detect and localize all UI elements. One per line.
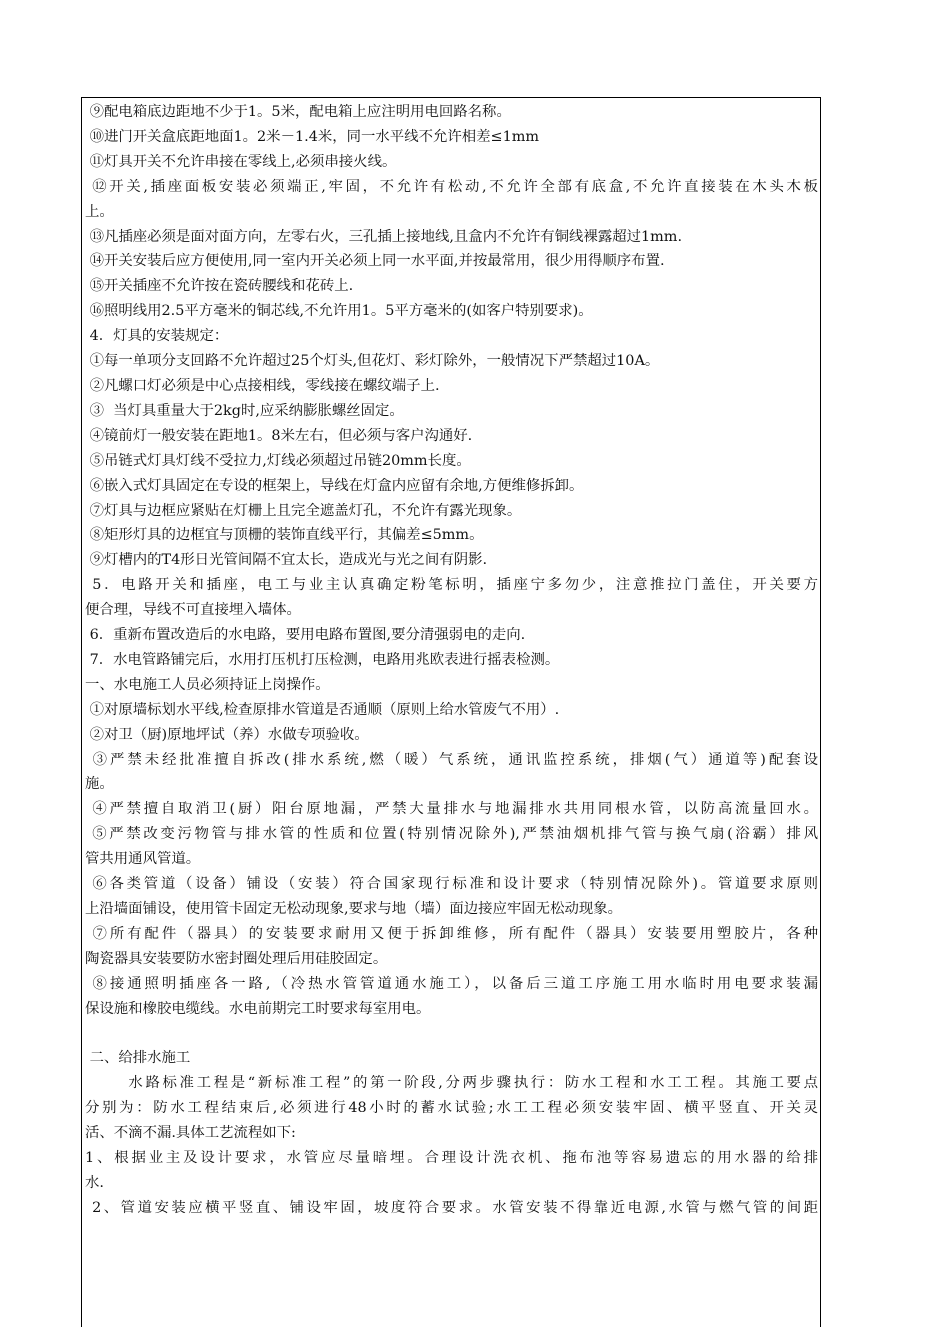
text-line: 施。: [85, 776, 114, 793]
text-line: ⑧矩形灯具的边框宜与顶栅的装饰直线平行，其偏差≤5mm。: [85, 527, 484, 544]
text-line: ⑯照明线用2.5平方毫米的铜芯线,不允许用1。5平方毫米的(如客户特别要求)。: [85, 303, 593, 320]
text-line: ⑮开关插座不允许按在瓷砖腰线和花砖上.: [85, 278, 354, 295]
text-line: ⑨配电箱底边距地不少于1。5米，配电箱上应注明用电回路名称。: [85, 104, 511, 120]
text-line: ⑦所有配件（器具）的安装要求耐用又便于拆卸维修，所有配件（器具）安装要用塑胶片，各种: [85, 925, 818, 942]
text-line: 7．水电管路铺完后，水用打压机打压检测，电路用兆欧表进行摇表检测。: [85, 651, 560, 668]
text-line: ⑦灯具与边框应紧贴在灯栅上且完全遮盖灯孔，不允许有露光现象。: [85, 502, 522, 519]
text-line: ⑧接通照明插座各一路,（冷热水管管道通水施工），以备后三道工序施工用水临时用电要求装漏: [85, 975, 818, 992]
text-line: 上沿墙面铺设，使用管卡固定无松动现象,要求与地（墙）面边接应牢固无松动现象。: [85, 901, 623, 917]
text-line: ④镜前灯一般安装在距地1。8米左右，但必须与客户沟通好.: [85, 427, 473, 444]
text-line: 活、不滴不漏.具体工艺流程如下:: [85, 1125, 296, 1142]
text-line: 分别为：防水工程结束后,必须进行48小时的蓄水试验;水工工程必须安装牢固、横平竖直、开关灵: [85, 1100, 818, 1117]
text-line: ⑤严禁改变污物管与排水管的性质和位置(特别情况除外),严禁油烟机排气管与换气扇(浴霸）排风: [85, 826, 818, 843]
text-line: ①对原墙标划水平线,检查原排水管道是否通顺（原则上给水管废气不用）.: [85, 701, 560, 718]
text-line: 6．重新布置改造后的水电路，要用电路布置图,要分清强弱电的走向.: [85, 627, 526, 644]
text-line: 管共用通风管道。: [85, 851, 201, 868]
text-line: 水.: [85, 1174, 104, 1191]
text-line: ①每一单项分支回路不允许超过25个灯头,但花灯、彩灯除外，一般情况下严禁超过10A。: [85, 353, 660, 370]
text-line: ⑬凡插座必须是面对面方向，左零右火，三孔插上接地线,且盒内不允许有铜线裸露超过1mm.: [85, 228, 683, 245]
text-line: ⑤吊链式灯具灯线不受拉力,灯线必须超过吊链20mm长度。: [85, 452, 471, 469]
text-line: ⑥各类管道（设备）铺设（安装）符合国家现行标准和设计要求（特别情况除外)。管道要求原则: [85, 876, 818, 893]
text-line: 陶瓷器具安装要防水密封圈处理后用硅胶固定。: [85, 950, 388, 967]
text-line: 一、水电施工人员必须持证上岗操作。: [85, 676, 330, 693]
text-line: ③ 当灯具重量大于2kg时,应采纳膨胀螺丝固定。: [85, 402, 404, 419]
text-line: 水路标准工程是“新标准工程”的第一阶段,分两步骤执行：防水工程和水工工程。其施工要点: [85, 1075, 818, 1092]
text-line: ⑥嵌入式灯具固定在专设的框架上，导线在灯盒内应留有余地,方便维修拆卸。: [85, 477, 584, 494]
text-line: ⑨灯槽内的T4形日光管间隔不宜太长，造成光与光之间有阴影.: [85, 552, 488, 569]
text-line: ②对卫（厨)原地坪试（养）水做专项验收。: [85, 726, 369, 743]
document-table-cell: [81, 97, 821, 1327]
text-line: 便合理，导线不可直接埋入墙体。: [85, 602, 301, 619]
text-line: ②凡螺口灯必须是中心点接相线，零线接在螺纹端子上.: [85, 377, 440, 394]
text-line: ④严禁擅自取消卫(厨）阳台原地漏，严禁大量排水与地漏排水共用同根水管，以防高流量回水。: [85, 801, 818, 818]
text-line: ⑩进门开关盒底距地面1。2米－1.4米，同一水平线不允许相差≤1mm: [85, 128, 540, 145]
text-line: 1、根据业主及设计要求，水管应尽量暗埋。合理设计洗衣机、拖布池等容易遗忘的用水器的给排: [85, 1150, 818, 1167]
text-line: ⑭开关安装后应方便使用,同一室内开关必须上同一水平面,并按最常用，很少用得顺序布置.: [85, 253, 665, 270]
text-line: 二、给排水施工: [85, 1050, 191, 1067]
text-line: 4．灯具的安装规定：: [85, 328, 229, 345]
text-line: ⑫开关,插座面板安装必须端正,牢固，不允许有松动,不允许全部有底盒,不允许直接装在木头木板: [85, 178, 818, 195]
text-line: 保设施和橡胶电缆线。水电前期完工时要求每室用电。: [85, 1000, 431, 1017]
text-line: 5．电路开关和插座，电工与业主认真确定粉笔标明，插座宁多勿少，注意推拉门盖住，开关要方: [85, 577, 818, 594]
blank-line: [85, 1022, 818, 1047]
text-line: ③严禁未经批准擅自拆改(排水系统,燃（暖）气系统，通讯监控系统，排烟(气）通道等)配套设: [85, 751, 818, 768]
text-line: ⑪灯具开关不允许串接在零线上,必须串接火线。: [85, 153, 397, 170]
text-line: 上。: [85, 203, 114, 220]
text-line: 2、管道安装应横平竖直、铺设牢固，坡度符合要求。水管安装不得靠近电源,水管与燃气管的间距: [85, 1199, 819, 1216]
